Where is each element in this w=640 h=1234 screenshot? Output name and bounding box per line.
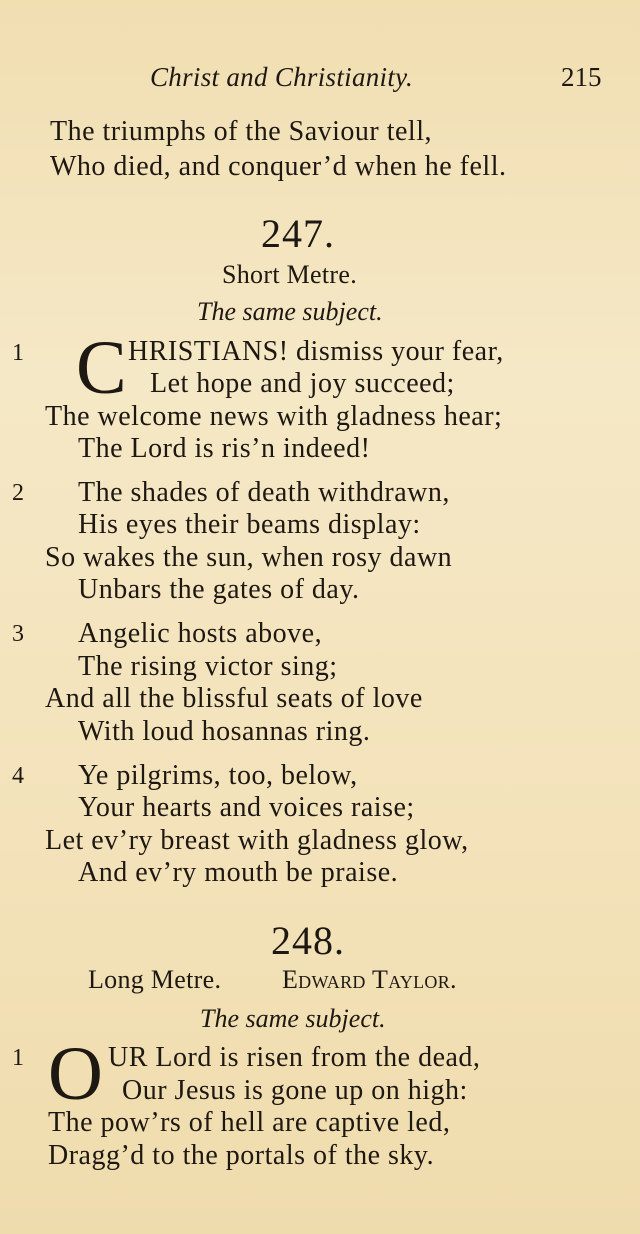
verse-line: The shades of death withdrawn, [78,477,450,508]
verse-line: Dragg’d to the portals of the sky. [48,1140,435,1171]
verse-line: The pow’rs of hell are captive led, [48,1107,451,1138]
verse-line: UR Lord is risen from the dead, [108,1042,481,1073]
verse-line: Ye pilgrims, too, below, [78,760,358,791]
verse-number: 2 [12,480,24,506]
verse-number: 1 [12,1045,24,1071]
hymn-meter: Short Metre. [222,260,358,289]
verse-line: Our Jesus is gone up on high: [122,1075,468,1106]
verse-line: Your hearts and voices raise; [78,792,415,823]
continuation-line: The triumphs of the Saviour tell, [50,116,432,147]
verse-line: With loud hosannas ring. [78,716,371,747]
drop-cap: O [48,1032,103,1116]
verse-line: HRISTIANS! dismiss your fear, [128,336,504,367]
hymn-number: 247. [261,211,335,256]
verse-line: And all the blissful seats of love [45,683,423,714]
page-number: 215 [561,62,602,92]
verse-line: The welcome news with gladness hear; [45,401,503,432]
drop-cap: C [76,326,127,410]
verse-line: His eyes their beams display: [78,509,421,540]
running-title: Christ and Christianity. [150,62,414,92]
hymn-subject: The same subject. [200,1004,386,1033]
verse-line: Angelic hosts above, [78,618,323,649]
verse-line: Let hope and joy succeed; [150,368,455,399]
hymn-author: Edward Taylor. [282,965,457,994]
hymn-number: 248. [271,918,345,963]
hymn-subject: The same subject. [197,297,383,326]
verse-line: And ev’ry mouth be praise. [78,857,399,888]
verse-number: 4 [12,763,24,789]
verse-line: The rising victor sing; [78,651,338,682]
hymn-meter: Long Metre. [88,965,222,994]
verse-line: So wakes the sun, when rosy dawn [45,542,453,573]
verse-line: Unbars the gates of day. [78,574,360,605]
verse-number: 1 [12,340,24,366]
verse-line: The Lord is ris’n indeed! [78,433,371,464]
continuation-line: Who died, and conquer’d when he fell. [50,151,507,182]
verse-line: Let ev’ry breast with gladness glow, [45,825,469,856]
verse-number: 3 [12,621,24,647]
